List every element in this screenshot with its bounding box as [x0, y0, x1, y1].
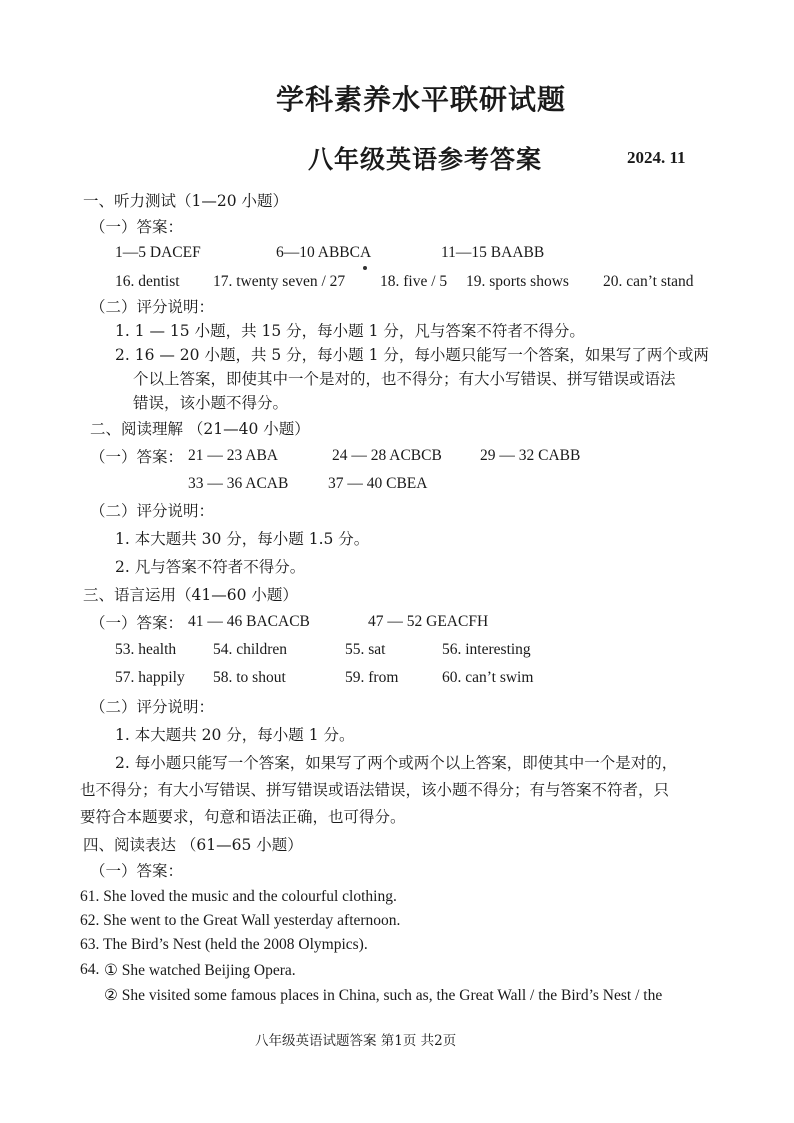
- stray-mark: [363, 266, 367, 270]
- answer-item: 58. to shout: [213, 669, 286, 686]
- answer-group: 11—15 BAABB: [441, 244, 545, 261]
- scoring-rule: 1. 本大题共 30 分，每小题 1.5 分。: [115, 530, 370, 548]
- page-title: 学科素养水平联研试题: [276, 83, 567, 116]
- scoring-rule: 要符合本题要求，句意和语法正确，也可得分。: [80, 808, 406, 826]
- answer-group: 6—10 ABBCA: [276, 244, 372, 261]
- answer-sentence: ② She visited some famous places in China, such as, the Great Wall / the Bird’s Nest / the: [104, 987, 663, 1004]
- section2-answers-label: （一）答案：: [90, 448, 184, 466]
- answer-item: 57. happily: [115, 669, 185, 686]
- scoring-rule: 2. 每小题只能写一个答案，如果写了两个或两个以上答案，即使其中一个是对的，: [115, 754, 678, 772]
- answer-group: 41 — 46 BACACB: [188, 613, 310, 630]
- scoring-rule: 1. 1 — 15 小题，共 15 分，每小题 1 分，凡与答案不符者不得分。: [115, 322, 585, 340]
- scoring-rule: 也不得分；有大小写错误、拼写错误或语法错误，该小题不得分；有与答案不符者，只: [80, 781, 670, 799]
- answer-sentence: 61. She loved the music and the colourful clothing.: [80, 888, 397, 905]
- answer-sentence: ① She watched Beijing Opera.: [104, 962, 296, 979]
- page-subtitle: 八年级英语参考答案: [308, 145, 543, 174]
- answer-item: 59. from: [345, 669, 399, 686]
- answer-group: 1—5 DACEF: [115, 244, 201, 261]
- answer-group: 21 — 23 ABA: [188, 447, 278, 464]
- answer-group: 29 — 32 CABB: [480, 447, 581, 464]
- answer-item: 60. can’t swim: [442, 669, 534, 686]
- section1-answers-label: （一）答案：: [90, 218, 184, 236]
- section3-answers-label: （一）答案：: [90, 614, 184, 632]
- scoring-rule: 个以上答案，即使其中一个是对的，也不得分；有大小写错误、拼写错误或语法: [133, 370, 676, 388]
- answer-item: 17. twenty seven / 27: [213, 273, 346, 290]
- section1-heading: 一、听力测试（1—20 小题）: [83, 192, 289, 210]
- answer-item: 16. dentist: [115, 273, 180, 290]
- question-number: 64.: [80, 961, 100, 978]
- section3-heading: 三、语言运用（41—60 小题）: [83, 586, 298, 604]
- section2-heading: 二、阅读理解 （21—40 小题）: [90, 420, 310, 438]
- answer-item: 56. interesting: [442, 641, 531, 658]
- answer-group: 37 — 40 CBEA: [328, 475, 428, 492]
- answer-item: 20. can’t stand: [603, 273, 694, 290]
- answer-group: 24 — 28 ACBCB: [332, 447, 442, 464]
- answer-sentence: 62. She went to the Great Wall yesterday afternoon.: [80, 912, 401, 929]
- answer-group: 33 — 36 ACAB: [188, 475, 289, 492]
- answer-sentence: 63. The Bird’s Nest (held the 2008 Olympics).: [80, 936, 368, 953]
- section1-rules-label: （二）评分说明：: [90, 298, 215, 316]
- section4-heading: 四、阅读表达 （61—65 小题）: [83, 836, 303, 854]
- scoring-rule: 1. 本大题共 20 分，每小题 1 分。: [115, 726, 355, 744]
- scoring-rule: 错误，该小题不得分。: [133, 394, 289, 412]
- section2-rules-label: （二）评分说明：: [90, 502, 215, 520]
- section3-rules-label: （二）评分说明：: [90, 698, 215, 716]
- answer-group: 47 — 52 GEACFH: [368, 613, 489, 630]
- document-date: 2024. 11: [627, 148, 686, 167]
- scoring-rule: 2. 16 — 20 小题，共 5 分，每小题 1 分，每小题只能写一个答案，如果写了两个或两: [115, 346, 709, 364]
- answer-item: 53. health: [115, 641, 177, 658]
- answer-item: 18. five / 5: [380, 273, 448, 290]
- section4-answers-label: （一）答案：: [90, 862, 184, 880]
- page-footer: 八年级英语试题答案 第1页 共2页: [255, 1033, 457, 1049]
- scoring-rule: 2. 凡与答案不符者不得分。: [115, 558, 306, 576]
- answer-item: 19. sports shows: [466, 273, 569, 290]
- answer-item: 54. children: [213, 641, 288, 658]
- answer-item: 55. sat: [345, 641, 386, 658]
